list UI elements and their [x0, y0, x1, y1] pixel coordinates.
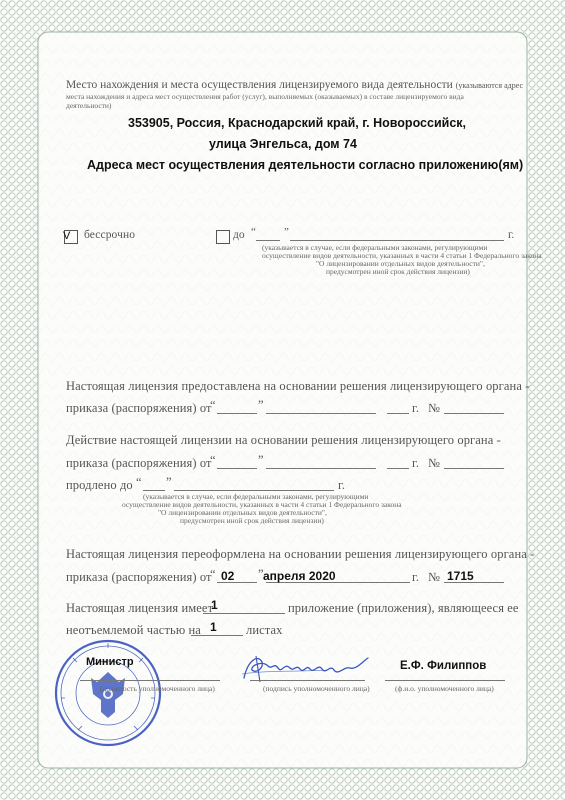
address-line-1: 353905, Россия, Краснодарский край, г. Новороссийск, [128, 116, 466, 130]
official-seal [53, 638, 163, 748]
extended-order-prefix: приказа (распоряжения) от [66, 456, 212, 470]
appendix-count-line [203, 613, 285, 614]
appendix-line-2-suffix: листах [246, 623, 283, 637]
appendix-suffix: приложение (приложения), являющееся ее [288, 601, 519, 615]
until-prefix: до [233, 229, 245, 241]
validity-note-1: (указывается в случае, если федеральными законами, регулирующими [262, 243, 488, 252]
validity-note-3: "О лицензировании отдельных видов деятельности", [316, 259, 485, 268]
address-line-2: улица Энгельса, дом 74 [209, 137, 357, 151]
extended-until-date-line [174, 490, 334, 491]
name-line [385, 680, 505, 681]
extended-quote-close: ” [258, 453, 264, 467]
extended-note-3: "О лицензировании отдельных видов деятельности", [158, 508, 327, 517]
reissued-year-suffix: г. [412, 570, 420, 584]
validity-note-2: осуществление видов деятельности, указанных в части 4 статьи 1 Федерального закона [262, 251, 542, 260]
extended-number-line [444, 468, 504, 469]
reissued-quote-close: ” [258, 567, 264, 581]
extended-note-2: осуществление видов деятельности, указанных в части 4 статьи 1 Федерального закона [122, 500, 402, 509]
header-note: (указываются адрес [455, 81, 524, 90]
unlimited-checkbox[interactable] [64, 230, 78, 244]
until-date-line [290, 240, 504, 241]
address-line-3: Адреса мест осуществления деятельности согласно приложению(ям) [87, 158, 524, 172]
signature-line [250, 680, 365, 681]
extended-year-suffix: г. [412, 456, 420, 470]
reissued-quote-open: “ [210, 567, 216, 581]
appendix-line-2-prefix: неотъемлемой частью на [66, 623, 201, 637]
granted-number-sign: № [428, 401, 441, 415]
until-checkbox[interactable] [216, 230, 230, 244]
reissued-number-sign: № [428, 570, 441, 584]
extended-until-day-line [143, 490, 165, 491]
granted-month-line [266, 413, 376, 414]
header-subtitle-end: деятельности) [66, 101, 112, 110]
until-year-suffix: г. [508, 229, 515, 241]
reissued-line-1: Настоящая лицензия переоформлена на основании решения лицензирующего органа - [66, 547, 535, 561]
appendix-sheets: 1 [210, 620, 217, 634]
until-quote-open: “ [251, 226, 256, 238]
granted-day-line [217, 413, 257, 414]
reissued-number: 1715 [447, 569, 474, 583]
handwritten-signature [238, 648, 373, 688]
reissued-order-prefix: приказа (распоряжения) от [66, 570, 212, 584]
position-line [80, 680, 220, 681]
extended-note-4: предусмотрен иной срок действия лицензии) [180, 516, 324, 525]
extended-note-1: (указывается в случае, если федеральными законами, регулирующими [143, 492, 369, 501]
granted-year-line [387, 413, 409, 414]
unlimited-label: бессрочно [84, 229, 136, 241]
signatory-name: Е.Ф. Филиппов [400, 660, 487, 672]
granted-number-line [444, 413, 504, 414]
extended-line-1: Действие настоящей лицензии на основании решения лицензирующего органа - [66, 433, 501, 447]
extended-until-quote-open: “ [136, 475, 142, 489]
name-caption: (ф.и.о. уполномоченного лица) [395, 684, 494, 693]
until-day-line [256, 240, 280, 241]
extended-year-line [387, 468, 409, 469]
extended-month-line [266, 468, 376, 469]
header-title: Место нахождения и места осуществления лицензируемого вида деятельности [66, 79, 453, 91]
checkmark-icon: V [63, 230, 71, 242]
until-quote-close: ” [284, 226, 289, 238]
extended-until-year-suffix: г. [338, 478, 346, 492]
extended-quote-open: “ [210, 453, 216, 467]
signatory-position: Министр [86, 656, 134, 668]
header-subtitle: места нахождения и адреса мест осуществления работ (услуг), выполняемых (оказываемых) в составе лицензируемого вида [66, 92, 464, 101]
appendix-count: 1 [211, 598, 218, 612]
reissued-month-year: апреля 2020 [263, 569, 336, 583]
extended-until-prefix: продлено до [66, 478, 133, 492]
granted-line-1: Настоящая лицензия предоставлена на основании решения лицензирующего органа - [66, 379, 530, 393]
signature-caption: (подпись уполномоченного лица) [263, 684, 370, 693]
appendix-sheets-line [191, 635, 243, 636]
extended-day-line [217, 468, 257, 469]
validity-note-4: предусмотрен иной срок действия лицензии) [326, 267, 470, 276]
granted-quote-open: “ [210, 398, 216, 412]
granted-year-suffix: г. [412, 401, 420, 415]
granted-order-prefix: приказа (распоряжения) от [66, 401, 212, 415]
position-caption: (должность уполномоченного лица) [100, 684, 215, 693]
appendix-prefix: Настоящая лицензия имеет [66, 601, 214, 615]
reissued-day: 02 [221, 569, 235, 583]
granted-quote-close: ” [258, 398, 264, 412]
extended-until-quote-close: ” [166, 475, 172, 489]
extended-number-sign: № [428, 456, 441, 470]
